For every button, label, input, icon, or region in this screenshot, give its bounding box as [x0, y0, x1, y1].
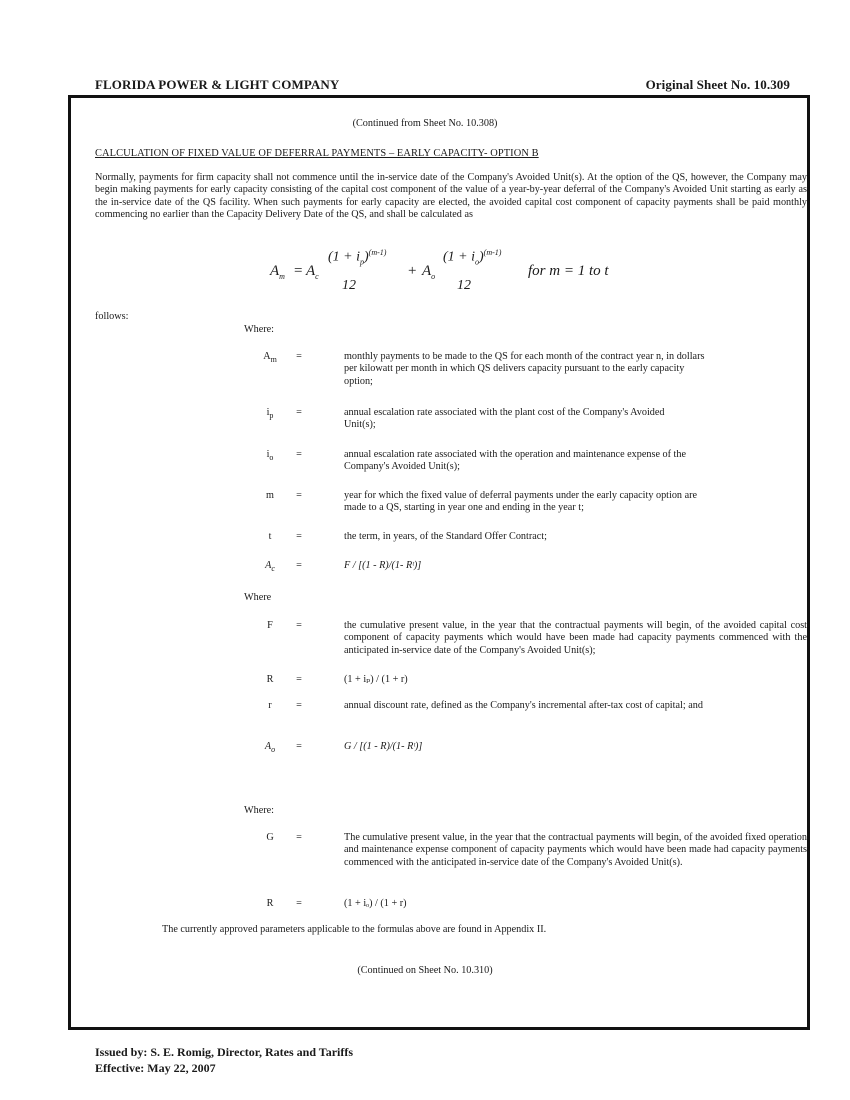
formula-term2-coef: $A_o$ — [422, 263, 436, 281]
formula-term2-denominator: 12 — [457, 278, 471, 293]
def-t-symbol: t — [268, 531, 272, 542]
def-ac-equals: = — [296, 560, 302, 571]
intro-paragraph: Normally, payments for firm capacity shall not commence until the in-service date of the Company's Avoided Unit(s). At the option of the QS, however, the Company may begin making payments for early capacity consisting of the capital cost component of the value of a year-by-year deferral of the Company's Avoided Unit starting as early as the in-service date of the QS facility. When such payments for early capacity are elected, the avoided capital cost component of capacity payments shall be paid monthly commencing no earlier than the Capacity Delivery Date of the QS, and shall be calculated as — [95, 172, 807, 221]
def-g-symbol: G — [266, 832, 274, 843]
def-io-equals: = — [296, 449, 302, 460]
where-label-2: Where — [244, 592, 272, 603]
payment-formula — [0, 248, 850, 296]
def-am-symbol: $A_m$ — [263, 351, 277, 365]
formula-plus: + — [408, 263, 417, 279]
def-ao-symbol: $A_o$ — [264, 741, 276, 755]
continued-from: (Continued from Sheet No. 10.308) — [352, 118, 498, 129]
def-r1-equals: = — [296, 674, 302, 685]
def-t-equals: = — [296, 531, 302, 542]
def-ac-symbol: $A_c$ — [265, 560, 275, 574]
where-label-1: Where: — [244, 324, 274, 335]
def-r2-equals: = — [296, 898, 302, 909]
def-ip-symbol: $i_p$ — [266, 407, 274, 421]
def-r-equals: = — [296, 700, 302, 711]
section-title: CALCULATION OF FIXED VALUE OF DEFERRAL PAYMENTS – EARLY CAPACITY- OPTION B — [95, 148, 539, 159]
def-f-text: the cumulative present value, in the year that the contractual payments will begin, of the avoided capital cost component of capacity payments which would have been made had capacity payments commenced with the anticipated in-service date of the Company's Avoided Unit(s); — [344, 620, 807, 656]
formula-equals: = — [294, 263, 303, 279]
def-io-symbol: $i_o$ — [266, 449, 274, 463]
def-f-symbol: F — [267, 620, 273, 631]
def-am-text: monthly payments to be made to the QS for each month of the contract year n, in dollars per kilowatt per month in which QS delivers capacity pursuant to the early capacity option; — [344, 351, 705, 387]
def-f-equals: = — [296, 620, 302, 631]
def-r2-text: (1 + iₒ) / (1 + r) — [344, 898, 407, 909]
formula-term2-numerator: $(1 + i_o)^{(m-1)}$ — [443, 248, 502, 267]
def-ip-equals: = — [296, 407, 302, 418]
def-m-text: year for which the fixed value of deferral payments under the early capacity option are made to a QS, starting in year one and ending in the year t; — [344, 490, 698, 514]
def-io-text: annual escalation rate associated with the operation and maintenance expense of the Company's Avoided Unit(s); — [344, 449, 686, 473]
issued-by: Issued by: S. E. Romig, Director, Rates and Tariffs — [95, 1045, 354, 1059]
formula-lhs: $A_m$ — [270, 263, 285, 281]
def-g-text: The cumulative present value, in the year that the contractual payments will begin, of the avoided fixed operation and maintenance expense component of capacity payments which would have been made had capacity payments commenced with the anticipated in-service date of the Company's Avoided Unit(s). — [344, 832, 807, 868]
def-m-symbol: m — [266, 490, 274, 501]
effective-date: Effective: May 22, 2007 — [95, 1061, 216, 1075]
def-ip-text: annual escalation rate associated with the plant cost of the Company's Avoided Unit(s); — [344, 407, 665, 431]
def-ao-text: G / [(1 - R)/(1- Rᵗ)] — [344, 741, 423, 752]
sheet-number: Original Sheet No. 10.309 — [645, 77, 790, 92]
def-r-text: annual discount rate, defined as the Company's incremental after-tax cost of capital; and — [344, 700, 703, 711]
def-r1-text: (1 + iₚ) / (1 + r) — [344, 674, 408, 685]
def-r-symbol: r — [268, 700, 272, 711]
formula-term1-numerator: $(1 + i_p)^{(m-1)}$ — [328, 248, 387, 267]
formula-term1-coef: $A_c$ — [306, 263, 319, 281]
where-label-3: Where: — [244, 805, 274, 816]
formula-term1-denominator: 12 — [342, 278, 356, 293]
follows-label: follows: — [95, 311, 129, 322]
def-m-equals: = — [296, 490, 302, 501]
closing-note: The currently approved parameters applicable to the formulas above are found in Appendix II. — [162, 924, 547, 935]
def-ac-text: F / [(1 - R)/(1- Rᵗ)] — [344, 560, 422, 571]
def-am-equals: = — [296, 351, 302, 362]
company-name: FLORIDA POWER & LIGHT COMPANY — [95, 77, 340, 92]
def-t-text: the term, in years, of the Standard Offer Contract; — [344, 531, 547, 542]
formula-range: for m = 1 to t — [528, 263, 609, 279]
def-r1-symbol: R — [266, 674, 274, 685]
def-r2-symbol: R — [266, 898, 274, 909]
def-g-equals: = — [296, 832, 302, 843]
def-ao-equals: = — [296, 741, 302, 752]
continued-on: (Continued on Sheet No. 10.310) — [357, 965, 493, 976]
